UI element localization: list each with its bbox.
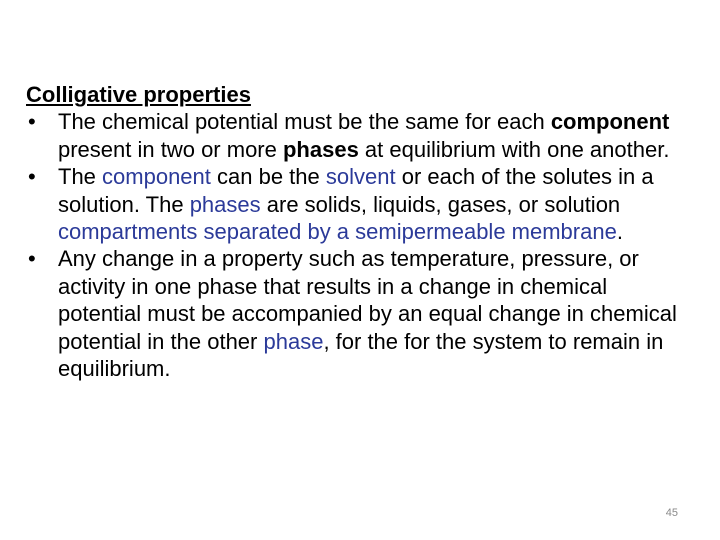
term-phases: phases (189, 191, 261, 217)
term-component: component (102, 164, 211, 190)
bullet-text: at equilibrium with one another. (358, 136, 670, 162)
bullet-dot-icon: • (28, 109, 36, 135)
bullet-list (26, 108, 696, 382)
term-phases: phases (282, 136, 359, 162)
bullet-text: or each of the solutes in a solution. The (58, 164, 654, 217)
bullet-text: present in two or more (58, 136, 283, 162)
bullet-dot-icon: • (28, 246, 36, 272)
bullet-item-2 (26, 163, 696, 245)
slide-number: 45 (665, 507, 678, 519)
bullet-text: The (58, 164, 103, 190)
bullet-text: . (616, 219, 623, 245)
slide-content (26, 81, 696, 382)
term-compartments: compartments separated by a semipermeable membrane (58, 219, 617, 245)
bullet-item-3 (26, 245, 696, 382)
bullet-text: Any change in a property such as temperature, pressure, or activity in one phase that results in a change in chemical potential must be accompanied by an equal change in chemical potential in the other (58, 246, 677, 354)
term-component: component (550, 109, 670, 135)
bullet-dot-icon: • (28, 164, 36, 190)
bullet-text: , for the for the system to remain in equilibrium. (58, 328, 664, 382)
bullet-item-1 (26, 108, 696, 163)
term-phase: phase (263, 328, 324, 354)
term-solvent: solvent (325, 164, 396, 190)
slide-heading: Colligative properties (26, 82, 251, 107)
bullet-text: can be the (210, 164, 326, 190)
bullet-text: The chemical potential must be the same for each (58, 109, 551, 135)
bullet-text: are solids, liquids, gases, or solution (260, 191, 621, 217)
